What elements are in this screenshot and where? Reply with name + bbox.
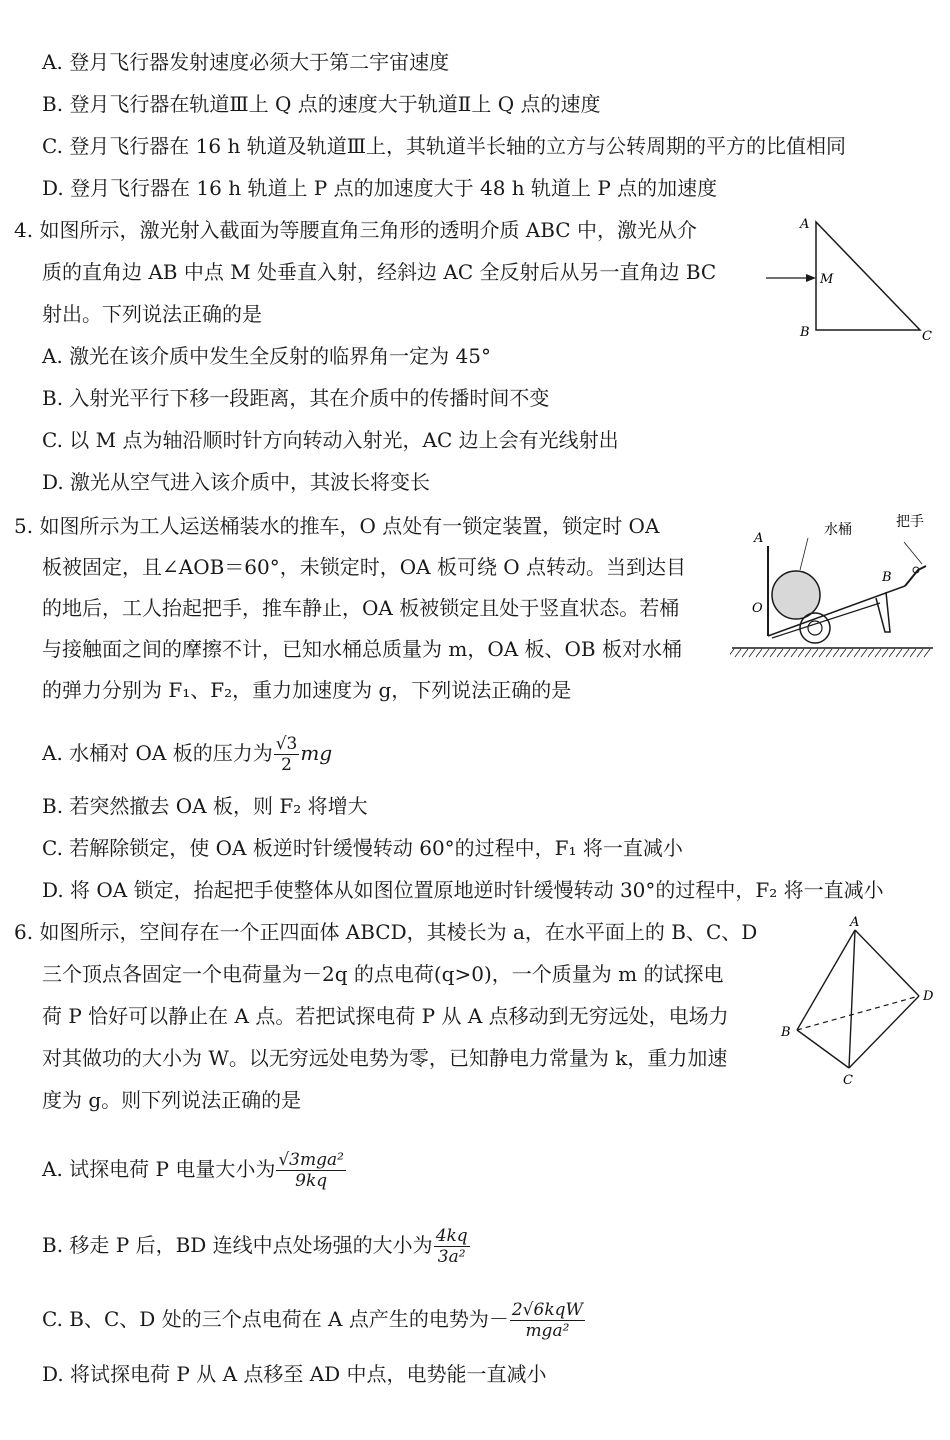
hatch-mark [896, 649, 902, 657]
hatch-mark [917, 649, 923, 657]
q5-ground-hatch [730, 649, 930, 657]
q6-option-a [42, 1150, 347, 1191]
q6-edge-cd [849, 996, 919, 1068]
q5-label-handle: 把手 [896, 514, 924, 530]
q6-label-c: C [843, 1073, 853, 1088]
q3-option-b: B. 登月飞行器在轨道Ⅲ上 Q 点的速度大于轨道Ⅱ上 Q 点的速度 [42, 92, 601, 116]
q4-stem-line-2: 质的直角边 AB 中点 M 处垂直入射，经斜边 AC 全反射后从另一直角边 BC [42, 260, 717, 284]
q6-option-a-numerator: √3mga² [278, 1150, 344, 1170]
q4-stem-line-3: 射出。下列说法正确的是 [42, 302, 262, 326]
q6-option-b-denominator: 3a² [437, 1247, 466, 1267]
q6-edge-ad [855, 930, 919, 996]
q6-option-b [42, 1226, 471, 1267]
q3-option-d: D. 登月飞行器在 16 h 轨道上 P 点的加速度大于 48 h 轨道上 P 点的加速度 [42, 176, 718, 200]
q6-option-c-text: C. B、C、D 处的三个点电荷在 A 点产生的电势为－ [42, 1307, 509, 1331]
hatch-mark [742, 649, 748, 657]
q5-option-c: C. 若解除锁定，使 OA 板逆时针缓慢转动 60°的过程中，F₁ 将一直减小 [42, 836, 683, 860]
hatch-mark [861, 649, 867, 657]
q3-option-a: A. 登月飞行器发射速度必须大于第二宇宙速度 [42, 50, 450, 74]
q5-handle [905, 566, 926, 586]
q4-option-a: A. 激光在该介质中发生全反射的临界角一定为 45° [42, 344, 491, 368]
hatch-mark [875, 649, 881, 657]
q3-option-c: C. 登月飞行器在 16 h 轨道及轨道Ⅲ上，其轨道半长轴的立方与公转周期的平方的比值相同 [42, 134, 846, 158]
hatch-mark [826, 649, 832, 657]
hatch-mark [924, 649, 930, 657]
q5-option-a-numerator: √3 [275, 734, 298, 754]
q6-option-c-fraction [510, 1300, 585, 1341]
q6-stem-line-5: 度为 g。则下列说法正确的是 [42, 1088, 302, 1112]
q5-handle-leader [904, 542, 922, 564]
q6-option-c-numerator: 2√6kqW [511, 1300, 583, 1320]
hatch-mark [784, 649, 790, 657]
hatch-mark [882, 649, 888, 657]
hatch-mark [819, 649, 825, 657]
hatch-mark [798, 649, 804, 657]
q5-option-b: B. 若突然撤去 OA 板，则 F₂ 将增大 [42, 794, 368, 818]
q5-option-d: D. 将 OA 锁定，抬起把手使整体从如图位置原地逆时针缓慢转动 30°的过程中，F₂ 将一直减小 [42, 878, 884, 902]
hatch-mark [756, 649, 762, 657]
q6-label-b: B [781, 1025, 791, 1040]
hatch-mark [854, 649, 860, 657]
q5-option-a-unit: mg [300, 741, 333, 765]
q4-triangle-figure [760, 210, 940, 350]
q5-stem-line-3: 的地后，工人抬起把手，推车静止，OA 板被锁定且处于竖直状态。若桶 [42, 596, 680, 620]
q6-edge-bd-hidden [797, 996, 919, 1030]
q5-cart-figure [730, 508, 935, 668]
hatch-mark [770, 649, 776, 657]
q5-bucket-leader [800, 538, 808, 570]
q5-option-a [42, 734, 332, 775]
hatch-mark [833, 649, 839, 657]
q5-label-a: A [754, 531, 764, 546]
hatch-mark [730, 649, 734, 657]
hatch-mark [763, 649, 769, 657]
q6-label-a: A [850, 915, 860, 930]
q5-label-o: O [752, 601, 763, 616]
hatch-mark [889, 649, 895, 657]
q5-stem-line-5: 的弹力分别为 F₁、F₂，重力加速度为 g，下列说法正确的是 [42, 678, 572, 702]
q6-edge-ac [849, 930, 855, 1068]
hatch-mark [868, 649, 874, 657]
q5-stem-line-1: 5. 如图所示为工人运送桶装水的推车，O 点处有一锁定装置，锁定时 OA [14, 514, 660, 538]
q5-label-b: B [882, 570, 892, 585]
q6-option-a-text: A. 试探电荷 P 电量大小为 [42, 1157, 276, 1181]
q4-label-b: B [800, 325, 810, 340]
q5-option-a-denominator: 2 [281, 755, 292, 775]
q6-stem-line-2: 三个顶点各固定一个电荷量为－2q 的点电荷(q>0)，一个质量为 m 的试探电 [42, 962, 724, 986]
q5-option-a-fraction [274, 734, 300, 775]
q5-stem-line-2: 板被固定，且∠AOB＝60°，未锁定时，OA 板可绕 O 点转动。当到达目 [42, 555, 687, 579]
q6-edge-ab [797, 930, 855, 1030]
q6-option-a-fraction [276, 1150, 346, 1191]
q6-option-c-denominator: mga² [525, 1321, 570, 1341]
q6-option-b-text: B. 移走 P 后，BD 连线中点处场强的大小为 [42, 1233, 433, 1257]
q4-laser-arrow [806, 274, 816, 282]
q6-stem-line-1: 6. 如图所示，空间存在一个正四面体 ABCD，其棱长为 a，在水平面上的 B、C、D [14, 920, 758, 944]
q4-option-c: C. 以 M 点为轴沿顺时针方向转动入射光，AC 边上会有光线射出 [42, 428, 619, 452]
q6-option-c [42, 1300, 586, 1341]
hatch-mark [840, 649, 846, 657]
q5-wheel-hub [808, 621, 822, 635]
hatch-mark [910, 649, 916, 657]
hatch-mark [749, 649, 755, 657]
q4-option-d: D. 激光从空气进入该介质中，其波长将变长 [42, 470, 431, 494]
q5-bucket [772, 571, 820, 619]
q5-stem-line-4: 与接触面之间的摩擦不计，已知水桶总质量为 m，OA 板、OB 板对水桶 [42, 637, 682, 661]
q4-option-b: B. 入射光平行下移一段距离，其在介质中的传播时间不变 [42, 386, 550, 410]
q5-stand-leg [876, 592, 890, 632]
q4-label-c: C [922, 329, 932, 344]
q4-label-a: A [800, 217, 810, 232]
q5-label-bucket: 水桶 [824, 522, 852, 538]
hatch-mark [812, 649, 818, 657]
q4-stem-line-1: 4. 如图所示，激光射入截面为等腰直角三角形的透明介质 ABC 中，激光从介 [14, 218, 697, 242]
hatch-mark [791, 649, 797, 657]
q6-stem-line-3: 荷 P 恰好可以静止在 A 点。若把试探电荷 P 从 A 点移动到无穷远处，电场力 [42, 1004, 729, 1028]
q6-tetrahedron-figure [775, 912, 940, 1090]
q6-option-d: D. 将试探电荷 P 从 A 点移至 AD 中点，电势能一直减小 [42, 1362, 547, 1386]
hatch-mark [847, 649, 853, 657]
q4-label-m: M [820, 272, 834, 287]
q6-stem-line-4: 对其做功的大小为 W。以无穷远处电势为零，已知静电力常量为 k，重力加速 [42, 1046, 728, 1070]
q6-option-b-fraction [434, 1226, 470, 1267]
q6-label-d: D [923, 989, 934, 1004]
q5-option-a-text: A. 水桶对 OA 板的压力为 [42, 741, 273, 765]
q6-option-a-denominator: 9kq [295, 1171, 328, 1191]
q6-option-b-numerator: 4kq [435, 1226, 468, 1246]
hatch-mark [735, 649, 741, 657]
hatch-mark [777, 649, 783, 657]
q6-edge-bc [797, 1030, 849, 1068]
hatch-mark [805, 649, 811, 657]
hatch-mark [903, 649, 909, 657]
